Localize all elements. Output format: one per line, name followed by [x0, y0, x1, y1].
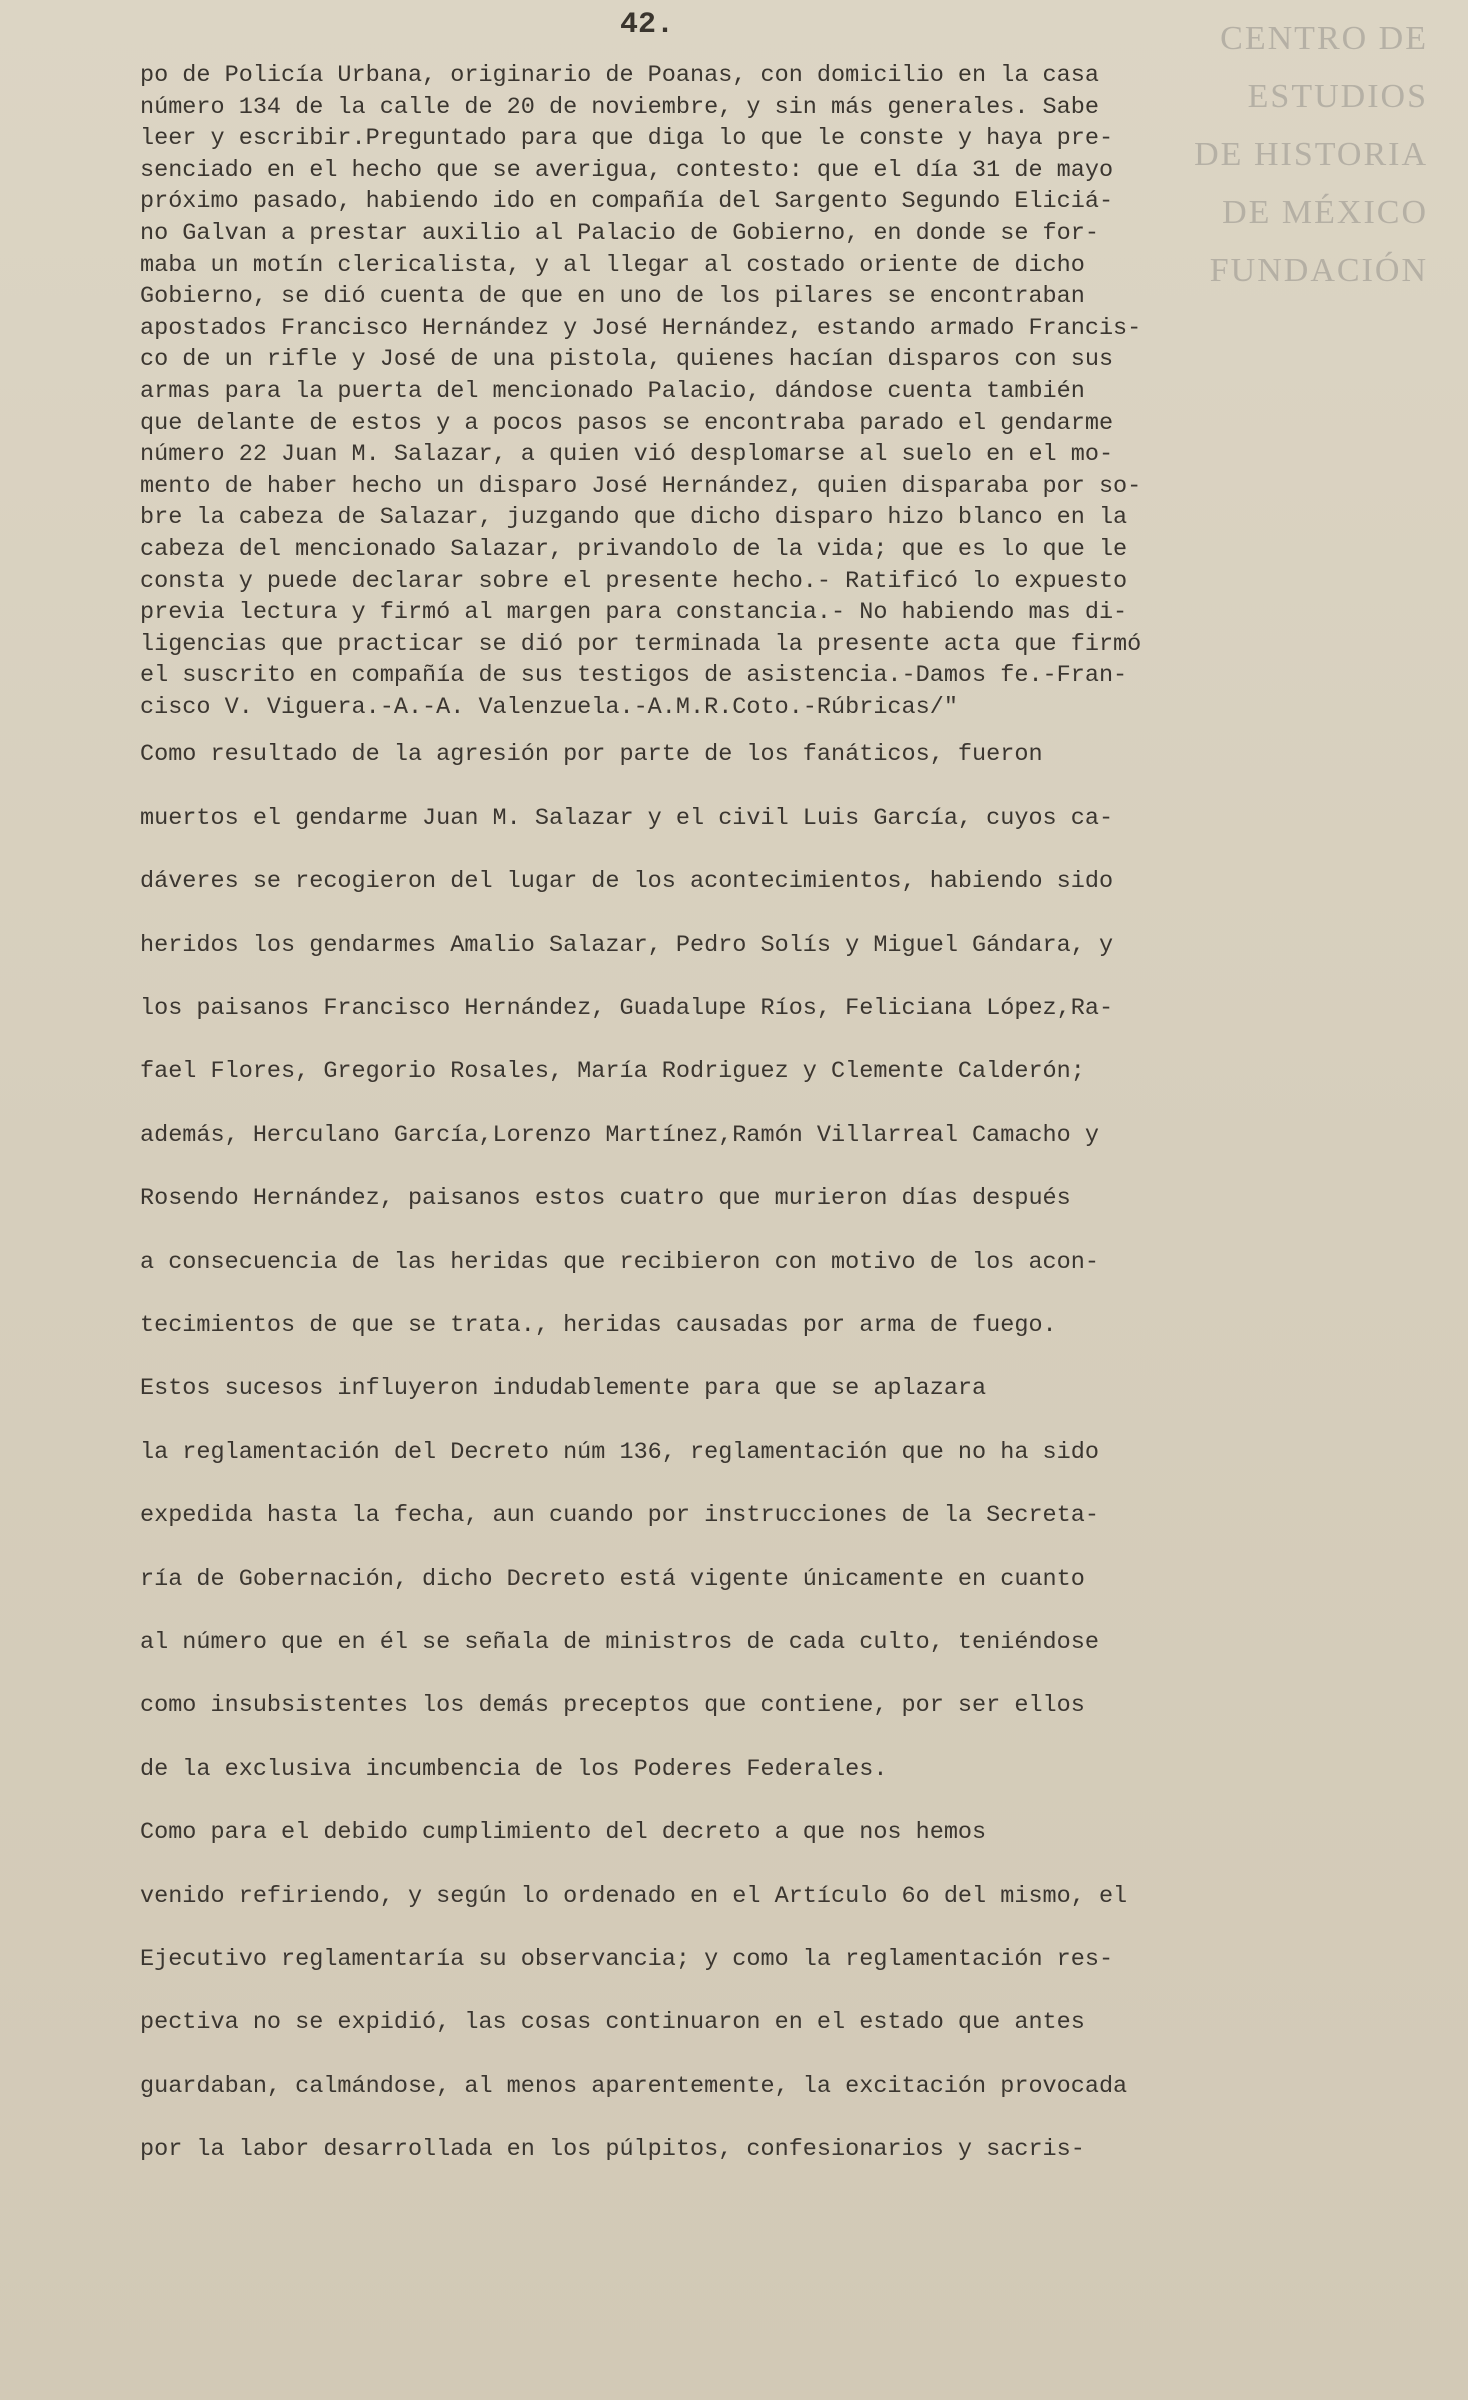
text-line: por la labor desarrollada en los púlpitos, confesionarios y sacris- — [140, 2136, 1085, 2164]
text-line: po de Policía Urbana, originario de Poanas, con domicilio en la casa — [140, 62, 1099, 89]
text-line: como insubsistentes los demás preceptos que contiene, por ser ellos — [140, 1692, 1085, 1720]
text-line: a consecuencia de las heridas que recibieron con motivo de los acon- — [140, 1248, 1099, 1276]
watermark-line: DE MÉXICO — [1222, 194, 1428, 231]
text-line: bre la cabeza de Salazar, juzgando que dicho disparo hizo blanco en la — [140, 504, 1128, 532]
text-line: venido refiriendo, y según lo ordenado en el Artículo 6o del mismo, el — [140, 1882, 1128, 1910]
text-line: que delante de estos y a pocos pasos se encontraba parado el gendarme — [140, 409, 1114, 437]
text-line: apostados Francisco Hernández y José Hernández, estando armado Francis- — [140, 314, 1142, 342]
text-line: heridos los gendarmes Amalio Salazar, Pedro Solís y Miguel Gándara, y — [140, 931, 1114, 959]
text-line: próximo pasado, habiendo ido en compañía del Sargento Segundo Eliciá- — [140, 188, 1114, 216]
text-line: número 134 de la calle de 20 de noviembre, y sin más generales. Sabe — [140, 93, 1099, 121]
text-line: Gobierno, se dió cuenta de que en uno de los pilares se encontraban — [140, 283, 1085, 311]
text-line: cisco V. Viguera.-A.-A. Valenzuela.-A.M.R.Coto.-Rúbricas/" — [140, 693, 958, 721]
text-line: muertos el gendarme Juan M. Salazar y el civil Luis García, cuyos ca- — [140, 804, 1114, 832]
watermark-line: DE HISTORIA — [1194, 136, 1428, 173]
text-line: además, Herculano García,Lorenzo Martínez,Ramón Villarreal Camacho y — [140, 1121, 1099, 1149]
text-line: guardaban, calmándose, al menos aparentemente, la excitación provocada — [140, 2072, 1128, 2100]
text-line: mento de haber hecho un disparo José Hernández, quien disparaba por so- — [140, 472, 1142, 500]
text-line: leer y escribir.Preguntado para que diga lo que le conste y haya pre- — [140, 125, 1114, 153]
text-line: no Galvan a prestar auxilio al Palacio de Gobierno, en donde se for- — [140, 219, 1099, 247]
text-line: cabeza del mencionado Salazar, privandolo de la vida; que es lo que le — [140, 535, 1128, 563]
text-line: expedida hasta la fecha, aun cuando por instrucciones de la Secreta- — [140, 1502, 1099, 1530]
text-line: fael Flores, Gregorio Rosales, María Rodriguez y Clemente Calderón; — [140, 1058, 1085, 1086]
text-line: consta y puede declarar sobre el presente hecho.- Ratificó lo expuesto — [140, 567, 1128, 595]
text-line: el suscrito en compañía de sus testigos de asistencia.-Damos fe.-Fran- — [140, 662, 1128, 690]
text-line: Ejecutivo reglamentaría su observancia; y como la reglamentación res- — [140, 1945, 1114, 1973]
text-line: previa lectura y firmó al margen para constancia.- No habiendo mas di- — [140, 599, 1128, 627]
text-line: ligencias que practicar se dió por terminada la presente acta que firmó — [140, 630, 1142, 658]
watermark-line: FUNDACIÓN — [1209, 252, 1428, 289]
page-number: 42. — [620, 8, 675, 42]
text-line: Estos sucesos influyeron indudablemente para que se aplazara — [140, 1375, 987, 1403]
text-line: Como para el debido cumplimiento del decreto a que nos hemos — [140, 1819, 987, 1847]
text-line: co de un rifle y José de una pistola, quienes hacían disparos con sus — [140, 346, 1114, 374]
watermark-line: CENTRO DE — [1220, 20, 1428, 57]
text-line: Rosendo Hernández, paisanos estos cuatro que murieron días después — [140, 1185, 1071, 1213]
watermark-line: ESTUDIOS — [1247, 78, 1428, 115]
text-line: al número que en él se señala de ministros de cada culto, teniéndose — [140, 1628, 1099, 1656]
document-body — [140, 60, 1440, 2181]
text-line: número 22 Juan M. Salazar, a quien vió desplomarse al suelo en el mo- — [140, 441, 1114, 469]
text-line: los paisanos Francisco Hernández, Guadalupe Ríos, Feliciana López,Ra- — [140, 995, 1114, 1023]
text-line: armas para la puerta del mencionado Palacio, dándose cuenta también — [140, 377, 1085, 405]
text-line: Como resultado de la agresión por parte de los fanáticos, fueron — [140, 741, 1043, 769]
text-line: de la exclusiva incumbencia de los Poderes Federales. — [140, 1755, 888, 1783]
text-line: la reglamentación del Decreto núm 136, reglamentación que no ha sido — [140, 1438, 1099, 1466]
text-line: pectiva no se expidió, las cosas continuaron en el estado que antes — [140, 2009, 1085, 2037]
text-line: ría de Gobernación, dicho Decreto está vigente únicamente en cuanto — [140, 1565, 1085, 1593]
text-line: dáveres se recogieron del lugar de los acontecimientos, habiendo sido — [140, 868, 1114, 896]
text-line: tecimientos de que se trata., heridas causadas por arma de fuego. — [140, 1311, 1057, 1339]
text-line: maba un motín clericalista, y al llegar al costado oriente de dicho — [140, 251, 1085, 279]
text-line: senciado en el hecho que se averigua, contesto: que el día 31 de mayo — [140, 156, 1114, 184]
